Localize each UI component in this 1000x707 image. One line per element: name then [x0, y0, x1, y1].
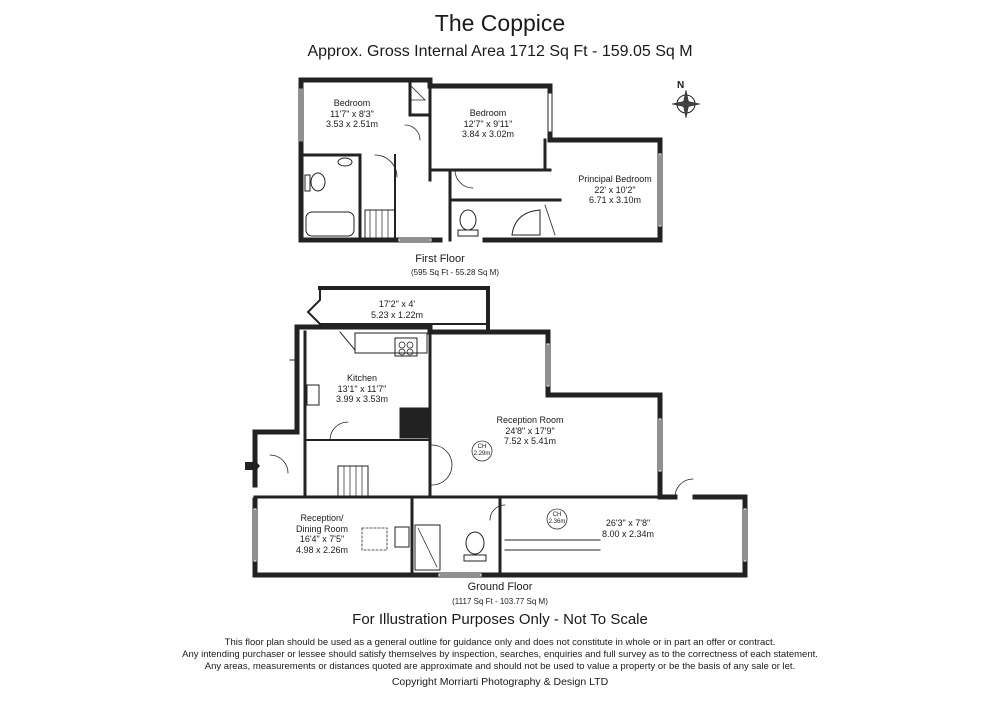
first-floor-title: First Floor — [415, 253, 465, 265]
ceiling-height-garage: CH 2.36m — [548, 512, 566, 525]
room-label-garage: 26'3" x 7'8" 8.00 x 2.34m — [601, 518, 655, 539]
ground-floor-area: (1117 Sq Ft - 103.77 Sq M) — [452, 597, 548, 606]
room-label-reception-room: Reception Room 24'8" x 17'9" 7.52 x 5.41m — [496, 415, 564, 446]
copyright: Copyright Morriarti Photography & Design LTD — [391, 676, 609, 688]
compass-rose-icon — [672, 90, 700, 118]
compass-north-label: N — [677, 80, 685, 91]
disclaimer-line-1: This floor plan should be used as a general outline for guidance only and does not constitute in whole or in part an offer or contract. — [224, 637, 776, 648]
room-label-principal-bedroom: Principal Bedroom 22' x 10'2" 6.71 x 3.10m — [578, 174, 652, 205]
room-label-bedroom-2: Bedroom 11'7" x 8'3" 3.53 x 2.51m — [325, 98, 379, 129]
room-label-storage-strip: 17'2" x 4' 5.23 x 1.22m — [370, 299, 424, 320]
room-label-kitchen: Kitchen 13'1" x 11'7" 3.99 x 3.53m — [335, 373, 389, 404]
first-floor-area: (595 Sq Ft - 55.28 Sq M) — [410, 268, 500, 277]
gross-internal-area: Approx. Gross Internal Area 1712 Sq Ft - 159.05 Sq M — [307, 43, 693, 60]
plan-title: The Coppice — [434, 10, 566, 36]
ceiling-height-reception: CH 2.29m — [473, 444, 491, 457]
room-label-bedroom-3: Bedroom 12'7" x 9'11" 3.84 x 3.02m — [461, 108, 515, 139]
ground-floor-title: Ground Floor — [467, 581, 533, 593]
disclaimer-line-3: Any areas, measurements or distances quoted are approximate and should not be used to value a property or be the basis of any sale or let. — [204, 661, 796, 672]
not-to-scale-heading: For Illustration Purposes Only - Not To Scale — [352, 611, 648, 628]
room-label-reception-dining-room: Reception/ Dining Room 16'4" x 7'5" 4.98 x 2.26m — [295, 513, 349, 555]
disclaimer-line-2: Any intending purchaser or lessee should satisfy themselves by inspection, searches, enquiries and full survey as to the correctness of each statement. — [182, 649, 818, 660]
